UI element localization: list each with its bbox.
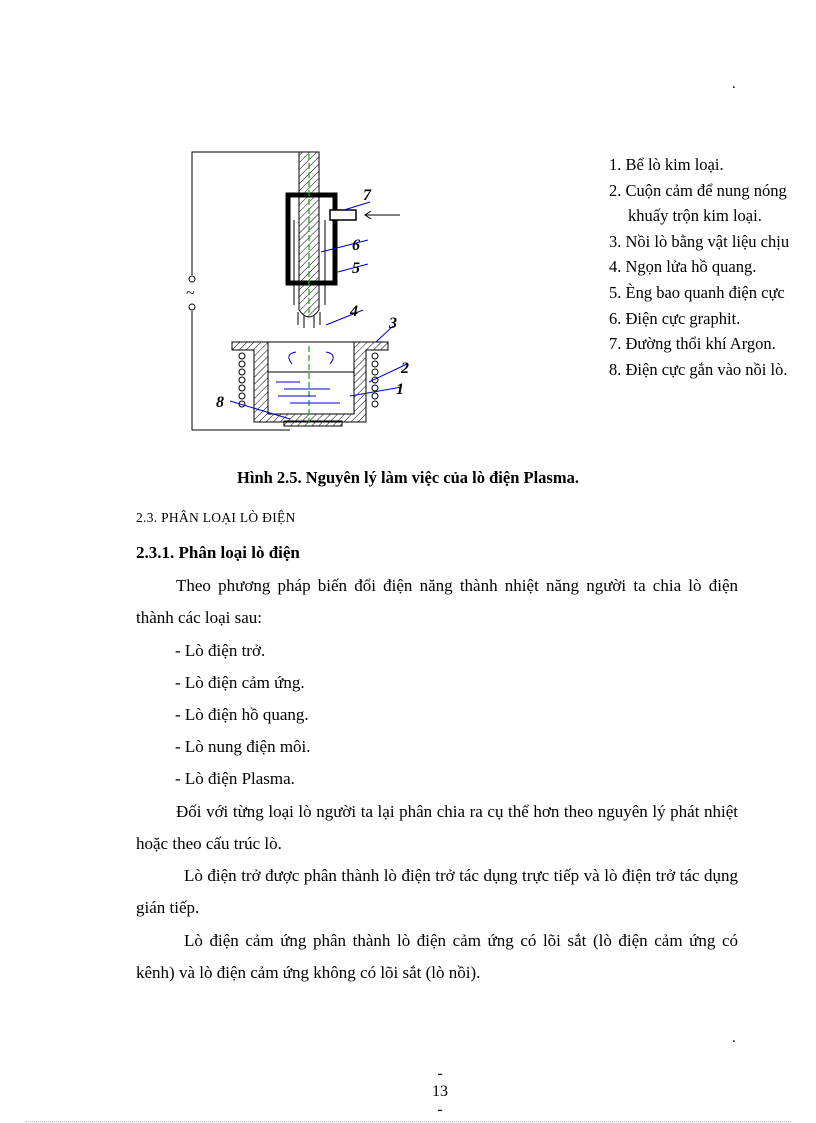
paragraph-resistance: Lò điện trở được phân thành lò điện trở tác dụng trực tiếp và lò điện trở tác dụng gián tiếp.: [136, 866, 738, 917]
paragraph-intro: Theo phương pháp biến đổi điện năng thành nhiệt năng người ta chia lò điện thành các loại sau:: [136, 576, 738, 627]
callout-1: 1: [396, 381, 404, 398]
graphite-electrode: [299, 152, 319, 317]
callout-2: 2: [401, 360, 409, 377]
callout-4: 4: [350, 303, 358, 320]
callout-3: 3: [389, 315, 397, 332]
page-bottom-border: [25, 1121, 791, 1122]
callout-8: 8: [216, 394, 224, 411]
subsection-heading: 2.3.1. Phân loại lò điện: [136, 543, 300, 562]
footer-dot: .: [732, 1030, 736, 1046]
legend-item: 3. Nồi lò bằng vật liệu chịu: [609, 231, 790, 251]
legend-item: 2. Cuộn cảm để nung nóng: [609, 180, 787, 200]
legend-item: 7. Đường thổi khí Argon.: [609, 334, 776, 354]
page-number: 13: [432, 1083, 448, 1100]
figure-legend: [609, 152, 789, 382]
legend-item: 1. Bể lò kim loại.: [609, 155, 724, 174]
ac-source-symbol: ~: [186, 285, 195, 302]
page-number-block: [0, 1065, 816, 1119]
paragraph-classification: Đối với từng loại lò người ta lại phân chia ra cụ thể hơn theo nguyên lý phát nhiệt hoặc theo cấu trúc lò.: [136, 802, 738, 853]
plasma-furnace-diagram: [180, 140, 420, 440]
list-item: - Lò điện cảm ứng.: [175, 673, 305, 692]
callout-7: 7: [363, 187, 371, 204]
legend-item: 6. Điện cực graphit.: [609, 308, 741, 328]
header-dot: .: [732, 76, 736, 92]
page-dash-top: -: [437, 1065, 443, 1082]
list-item: - Lò nung điện môi.: [175, 737, 311, 756]
furnace-type-list: [175, 635, 311, 795]
section-heading: 2.3. PHÂN LOẠI LÒ ĐIỆN: [136, 510, 296, 525]
callout-5: 5: [352, 260, 360, 277]
paragraph-induction: Lò điện cảm ứng phân thành lò điện cảm ứng có lõi sắt (lò điện cảm ứng có kênh) và lò điện cảm ứng không có lõi sắt (lò nồi).: [136, 931, 738, 982]
furnace-body: [232, 342, 388, 426]
list-item: - Lò điện trở.: [175, 641, 266, 660]
legend-item: khuấy trộn kim loại.: [628, 206, 762, 226]
legend-item: 4. Ngọn lửa hồ quang.: [609, 257, 757, 277]
legend-item: 5. Èng bao quanh điện cực: [609, 282, 785, 302]
list-item: - Lò điện Plasma.: [175, 769, 295, 788]
figure-caption: Hình 2.5. Nguyên lý làm việc của lò điện Plasma.: [237, 468, 579, 487]
page-dash-bottom: -: [437, 1101, 443, 1118]
legend-item: 8. Điện cực gắn vào nồi lò.: [609, 359, 788, 379]
callout-6: 6: [352, 237, 360, 254]
list-item: - Lò điện hồ quang.: [175, 705, 309, 724]
